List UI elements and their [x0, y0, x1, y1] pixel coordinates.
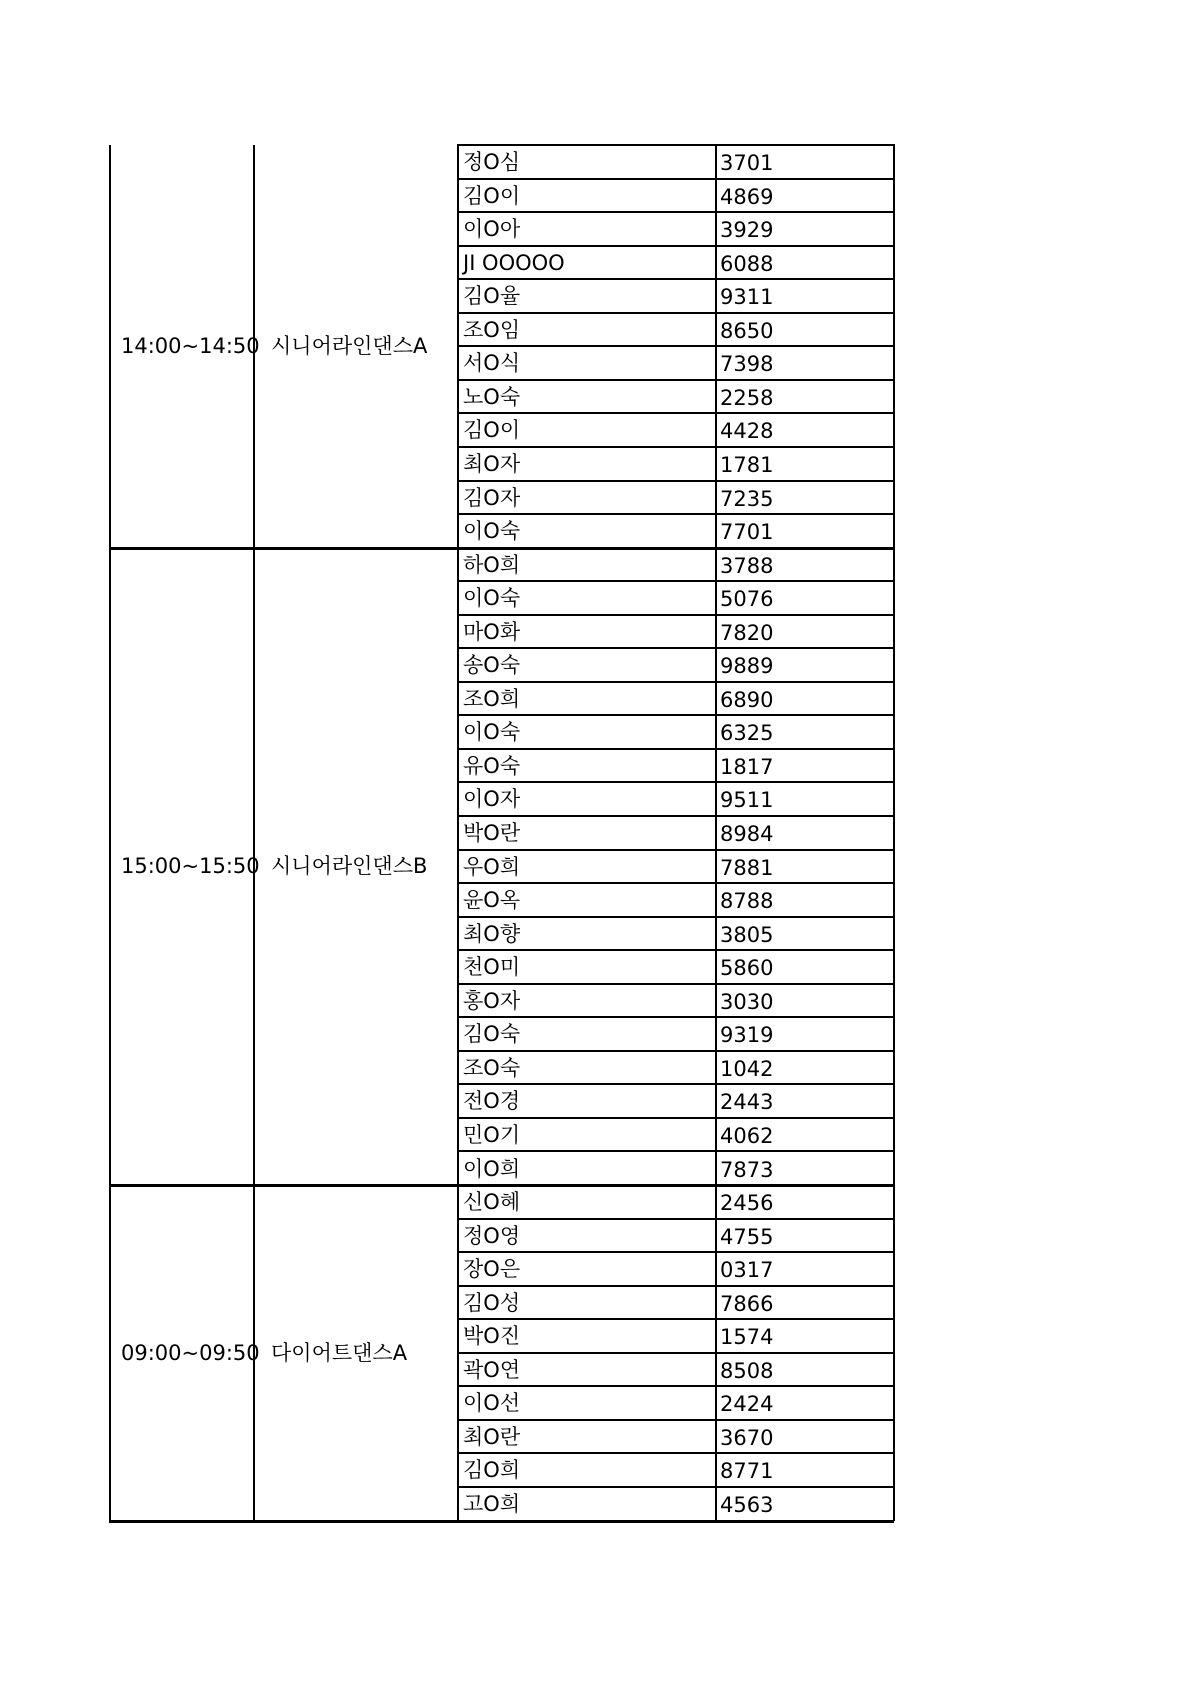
left-border: [109, 1185, 111, 1520]
name-cell: 이O숙: [463, 586, 521, 611]
row-border: [457, 849, 894, 851]
code-cell: 8508: [720, 1358, 774, 1383]
group-border: [109, 1184, 894, 1187]
name-cell: 홍O자: [463, 988, 521, 1013]
name-cell: 박O진: [463, 1324, 521, 1349]
name-cell: 마O화: [463, 619, 521, 644]
row-border: [457, 1419, 894, 1421]
code-cell: 7398: [720, 352, 774, 377]
time-slot-label: 14:00~14:50: [121, 334, 260, 358]
row-border: [457, 379, 894, 381]
row-border: [457, 580, 894, 582]
row-border: [457, 983, 894, 985]
row-border: [457, 480, 894, 482]
row-border: [457, 412, 894, 414]
row-border: [457, 1117, 894, 1119]
code-cell: 5076: [720, 587, 774, 612]
name-cell: 송O숙: [463, 653, 521, 678]
name-cell: 이O선: [463, 1391, 521, 1416]
code-cell: 4428: [720, 419, 774, 444]
row-border: [457, 312, 894, 314]
class-name-label: 다이어트댄스A: [271, 1341, 408, 1365]
name-cell: 유O숙: [463, 753, 521, 778]
code-cell: 6088: [720, 251, 774, 276]
code-cell: 1817: [720, 754, 774, 779]
row-border: [457, 714, 894, 716]
name-cell: 우O희: [463, 854, 521, 879]
code-cell: 3701: [720, 151, 774, 175]
row-border: [457, 1285, 894, 1287]
name-cell: 김O희: [463, 1458, 521, 1483]
code-column-left: [715, 144, 717, 1521]
code-cell: 5860: [720, 956, 774, 981]
group-border: [109, 547, 894, 550]
row-border: [457, 1486, 894, 1488]
name-cell: 전O경: [463, 1089, 521, 1114]
left-border: [109, 145, 111, 548]
name-cell: 박O란: [463, 821, 521, 845]
row-border: [457, 1083, 894, 1085]
row-border: [457, 1050, 894, 1052]
name-cell: 최O향: [463, 921, 521, 946]
name-cell: 김O자: [463, 485, 521, 510]
name-cell: 서O식: [463, 351, 521, 376]
time-slot-label: 09:00~09:50: [121, 1341, 260, 1365]
name-cell: 최O자: [463, 451, 521, 476]
name-cell: 조O임: [463, 317, 521, 342]
row-border: [457, 1150, 894, 1152]
code-cell: 8984: [720, 822, 774, 846]
name-cell: 이O숙: [463, 519, 521, 544]
code-cell: 3788: [720, 553, 774, 578]
name-cell: 정O영: [463, 1223, 521, 1248]
row-border: [457, 1352, 894, 1354]
table-top-border: [457, 144, 894, 146]
row-border: [457, 513, 894, 515]
name-cell: 윤O옥: [463, 888, 521, 913]
row-border: [457, 211, 894, 213]
row-border: [457, 1318, 894, 1320]
row-border: [457, 446, 894, 448]
row-border: [457, 681, 894, 683]
code-cell: 3030: [720, 989, 774, 1014]
code-cell: 3670: [720, 1425, 774, 1450]
row-border: [457, 345, 894, 347]
code-cell: 7873: [720, 1157, 774, 1182]
code-cell: 7701: [720, 520, 774, 545]
code-cell: 8650: [720, 318, 774, 343]
class-name-label: 시니어라인댄스B: [271, 854, 428, 878]
name-cell: 정O심: [463, 150, 521, 174]
code-cell: 2424: [720, 1392, 774, 1417]
time-slot-label: 15:00~15:50: [121, 854, 260, 878]
name-cell: 장O은: [463, 1257, 521, 1282]
code-cell: 4563: [720, 1493, 774, 1517]
name-cell: JI OOOOO: [463, 250, 565, 275]
name-column-left: [457, 144, 459, 1521]
row-border: [457, 916, 894, 918]
code-cell: 7820: [720, 620, 774, 645]
code-cell: 6890: [720, 687, 774, 712]
name-cell: 이O희: [463, 1156, 521, 1181]
row-border: [457, 178, 894, 180]
row-border: [457, 1016, 894, 1018]
name-cell: 김O숙: [463, 1022, 521, 1047]
row-border: [457, 1218, 894, 1220]
code-cell: 2456: [720, 1191, 774, 1216]
row-border: [457, 748, 894, 750]
left-border: [109, 548, 111, 1185]
code-cell: 9889: [720, 654, 774, 679]
code-cell: 9511: [720, 788, 774, 813]
row-border: [457, 278, 894, 280]
name-cell: 고O희: [463, 1492, 521, 1516]
code-cell: 1574: [720, 1325, 774, 1350]
code-cell: 1781: [720, 452, 774, 477]
code-cell: 4869: [720, 184, 774, 209]
row-border: [457, 949, 894, 951]
row-border: [457, 647, 894, 649]
code-cell: 4755: [720, 1224, 774, 1249]
code-cell: 9319: [720, 1023, 774, 1048]
name-cell: 김O이: [463, 183, 521, 208]
row-border: [457, 1251, 894, 1253]
code-cell: 4062: [720, 1123, 774, 1148]
name-cell: 조O희: [463, 686, 521, 711]
row-border: [457, 245, 894, 247]
code-cell: 2258: [720, 385, 774, 410]
code-cell: 7881: [720, 855, 774, 880]
name-cell: 이O아: [463, 217, 521, 242]
code-cell: 3805: [720, 922, 774, 947]
row-border: [457, 815, 894, 817]
name-cell: 김O이: [463, 418, 521, 443]
row-border: [457, 1452, 894, 1454]
code-cell: 8771: [720, 1459, 774, 1484]
code-cell: 6325: [720, 721, 774, 746]
code-cell: 9311: [720, 285, 774, 310]
code-cell: 8788: [720, 889, 774, 914]
name-cell: 노O숙: [463, 384, 521, 409]
code-cell: 7866: [720, 1291, 774, 1316]
name-cell: 조O숙: [463, 1055, 521, 1080]
group-border: [109, 1520, 894, 1523]
name-cell: 이O숙: [463, 720, 521, 745]
class-name-label: 시니어라인댄스A: [271, 334, 428, 358]
table-right-border: [893, 144, 895, 1521]
name-cell: 천O미: [463, 955, 521, 980]
row-border: [457, 1385, 894, 1387]
name-cell: 민O기: [463, 1122, 521, 1147]
code-cell: 1042: [720, 1056, 774, 1081]
code-cell: 3929: [720, 218, 774, 243]
code-cell: 7235: [720, 486, 774, 511]
code-cell: 0317: [720, 1258, 774, 1283]
name-cell: 곽O연: [463, 1357, 521, 1382]
name-cell: 최O란: [463, 1424, 521, 1449]
name-cell: 김O율: [463, 284, 521, 309]
code-cell: 2443: [720, 1090, 774, 1115]
row-border: [457, 882, 894, 884]
name-cell: 신O혜: [463, 1190, 521, 1215]
name-cell: 이O자: [463, 787, 521, 812]
row-border: [457, 614, 894, 616]
row-border: [457, 781, 894, 783]
name-cell: 김O성: [463, 1290, 521, 1315]
name-cell: 하O희: [463, 552, 521, 577]
